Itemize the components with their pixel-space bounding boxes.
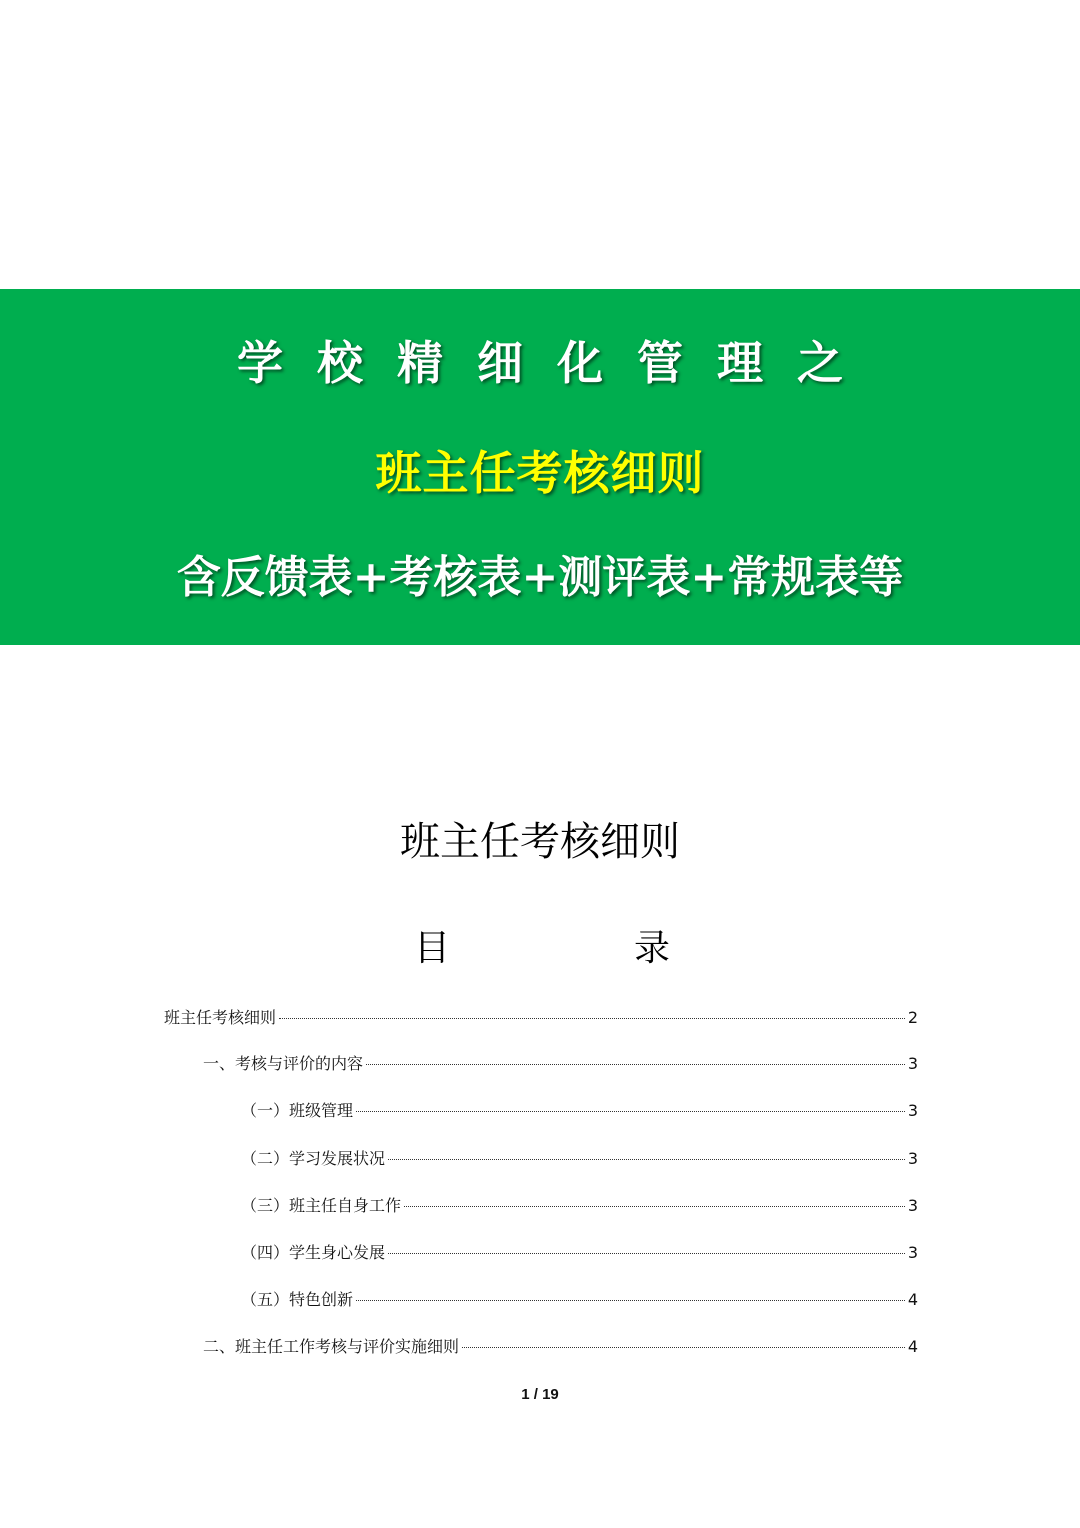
toc-dot-leader (279, 1018, 905, 1019)
toc-dot-leader (404, 1206, 905, 1207)
toc-entry-label: （二）学习发展状况 (241, 1149, 386, 1168)
toc-heading-char-1: 目 (414, 928, 451, 969)
toc-dot-leader (356, 1300, 905, 1301)
toc-dot-leader (388, 1159, 905, 1160)
toc-entry-page: 3 (907, 1054, 918, 1073)
toc-entry-page: 3 (907, 1196, 918, 1215)
toc-entry-level-2[interactable] (241, 1241, 918, 1265)
toc-entry-page: 4 (907, 1290, 918, 1309)
toc-entry-level-1[interactable] (203, 1052, 918, 1076)
toc-entry-label: 班主任考核细则 (164, 1008, 277, 1027)
toc-entry-label: 二、班主任工作考核与评价实施细则 (203, 1337, 460, 1356)
toc-entry-label: （一）班级管理 (241, 1101, 354, 1120)
toc-dot-leader (388, 1253, 905, 1254)
toc-entry-label: （四）学生身心发展 (241, 1243, 386, 1262)
toc-entry-level-2[interactable] (241, 1288, 918, 1312)
toc-dot-leader (366, 1064, 905, 1065)
toc-dot-leader (462, 1347, 905, 1348)
toc-heading (0, 920, 1080, 970)
banner-title-line-2: 班主任考核细则 (375, 446, 705, 500)
cover-banner (0, 289, 1080, 645)
toc-entry-level-2[interactable] (241, 1099, 918, 1123)
toc-entry-level-0[interactable] (164, 1006, 918, 1030)
banner-title-line-3: 含反馈表+考核表+测评表+常规表等 (176, 552, 904, 603)
toc-dot-leader (356, 1111, 905, 1112)
toc-entry-level-1[interactable] (203, 1335, 918, 1359)
document-title: 班主任考核细则 (400, 819, 680, 865)
toc-entry-page: 4 (907, 1337, 918, 1356)
banner-title-line-1: 学校精细化管理之 (237, 336, 877, 390)
toc-entry-level-2[interactable] (241, 1147, 918, 1171)
toc-entry-label: （五）特色创新 (241, 1290, 354, 1309)
toc-entry-page: 3 (907, 1149, 918, 1168)
page-number: 1 / 19 (521, 1386, 559, 1403)
toc-entry-level-2[interactable] (241, 1194, 918, 1218)
toc-entry-label: 一、考核与评价的内容 (203, 1054, 364, 1073)
toc-entry-label: （三）班主任自身工作 (241, 1196, 402, 1215)
toc-entry-page: 3 (907, 1101, 918, 1120)
toc-heading-char-2: 录 (634, 928, 671, 969)
toc-entry-page: 3 (907, 1243, 918, 1262)
toc-entry-page: 2 (907, 1008, 918, 1027)
